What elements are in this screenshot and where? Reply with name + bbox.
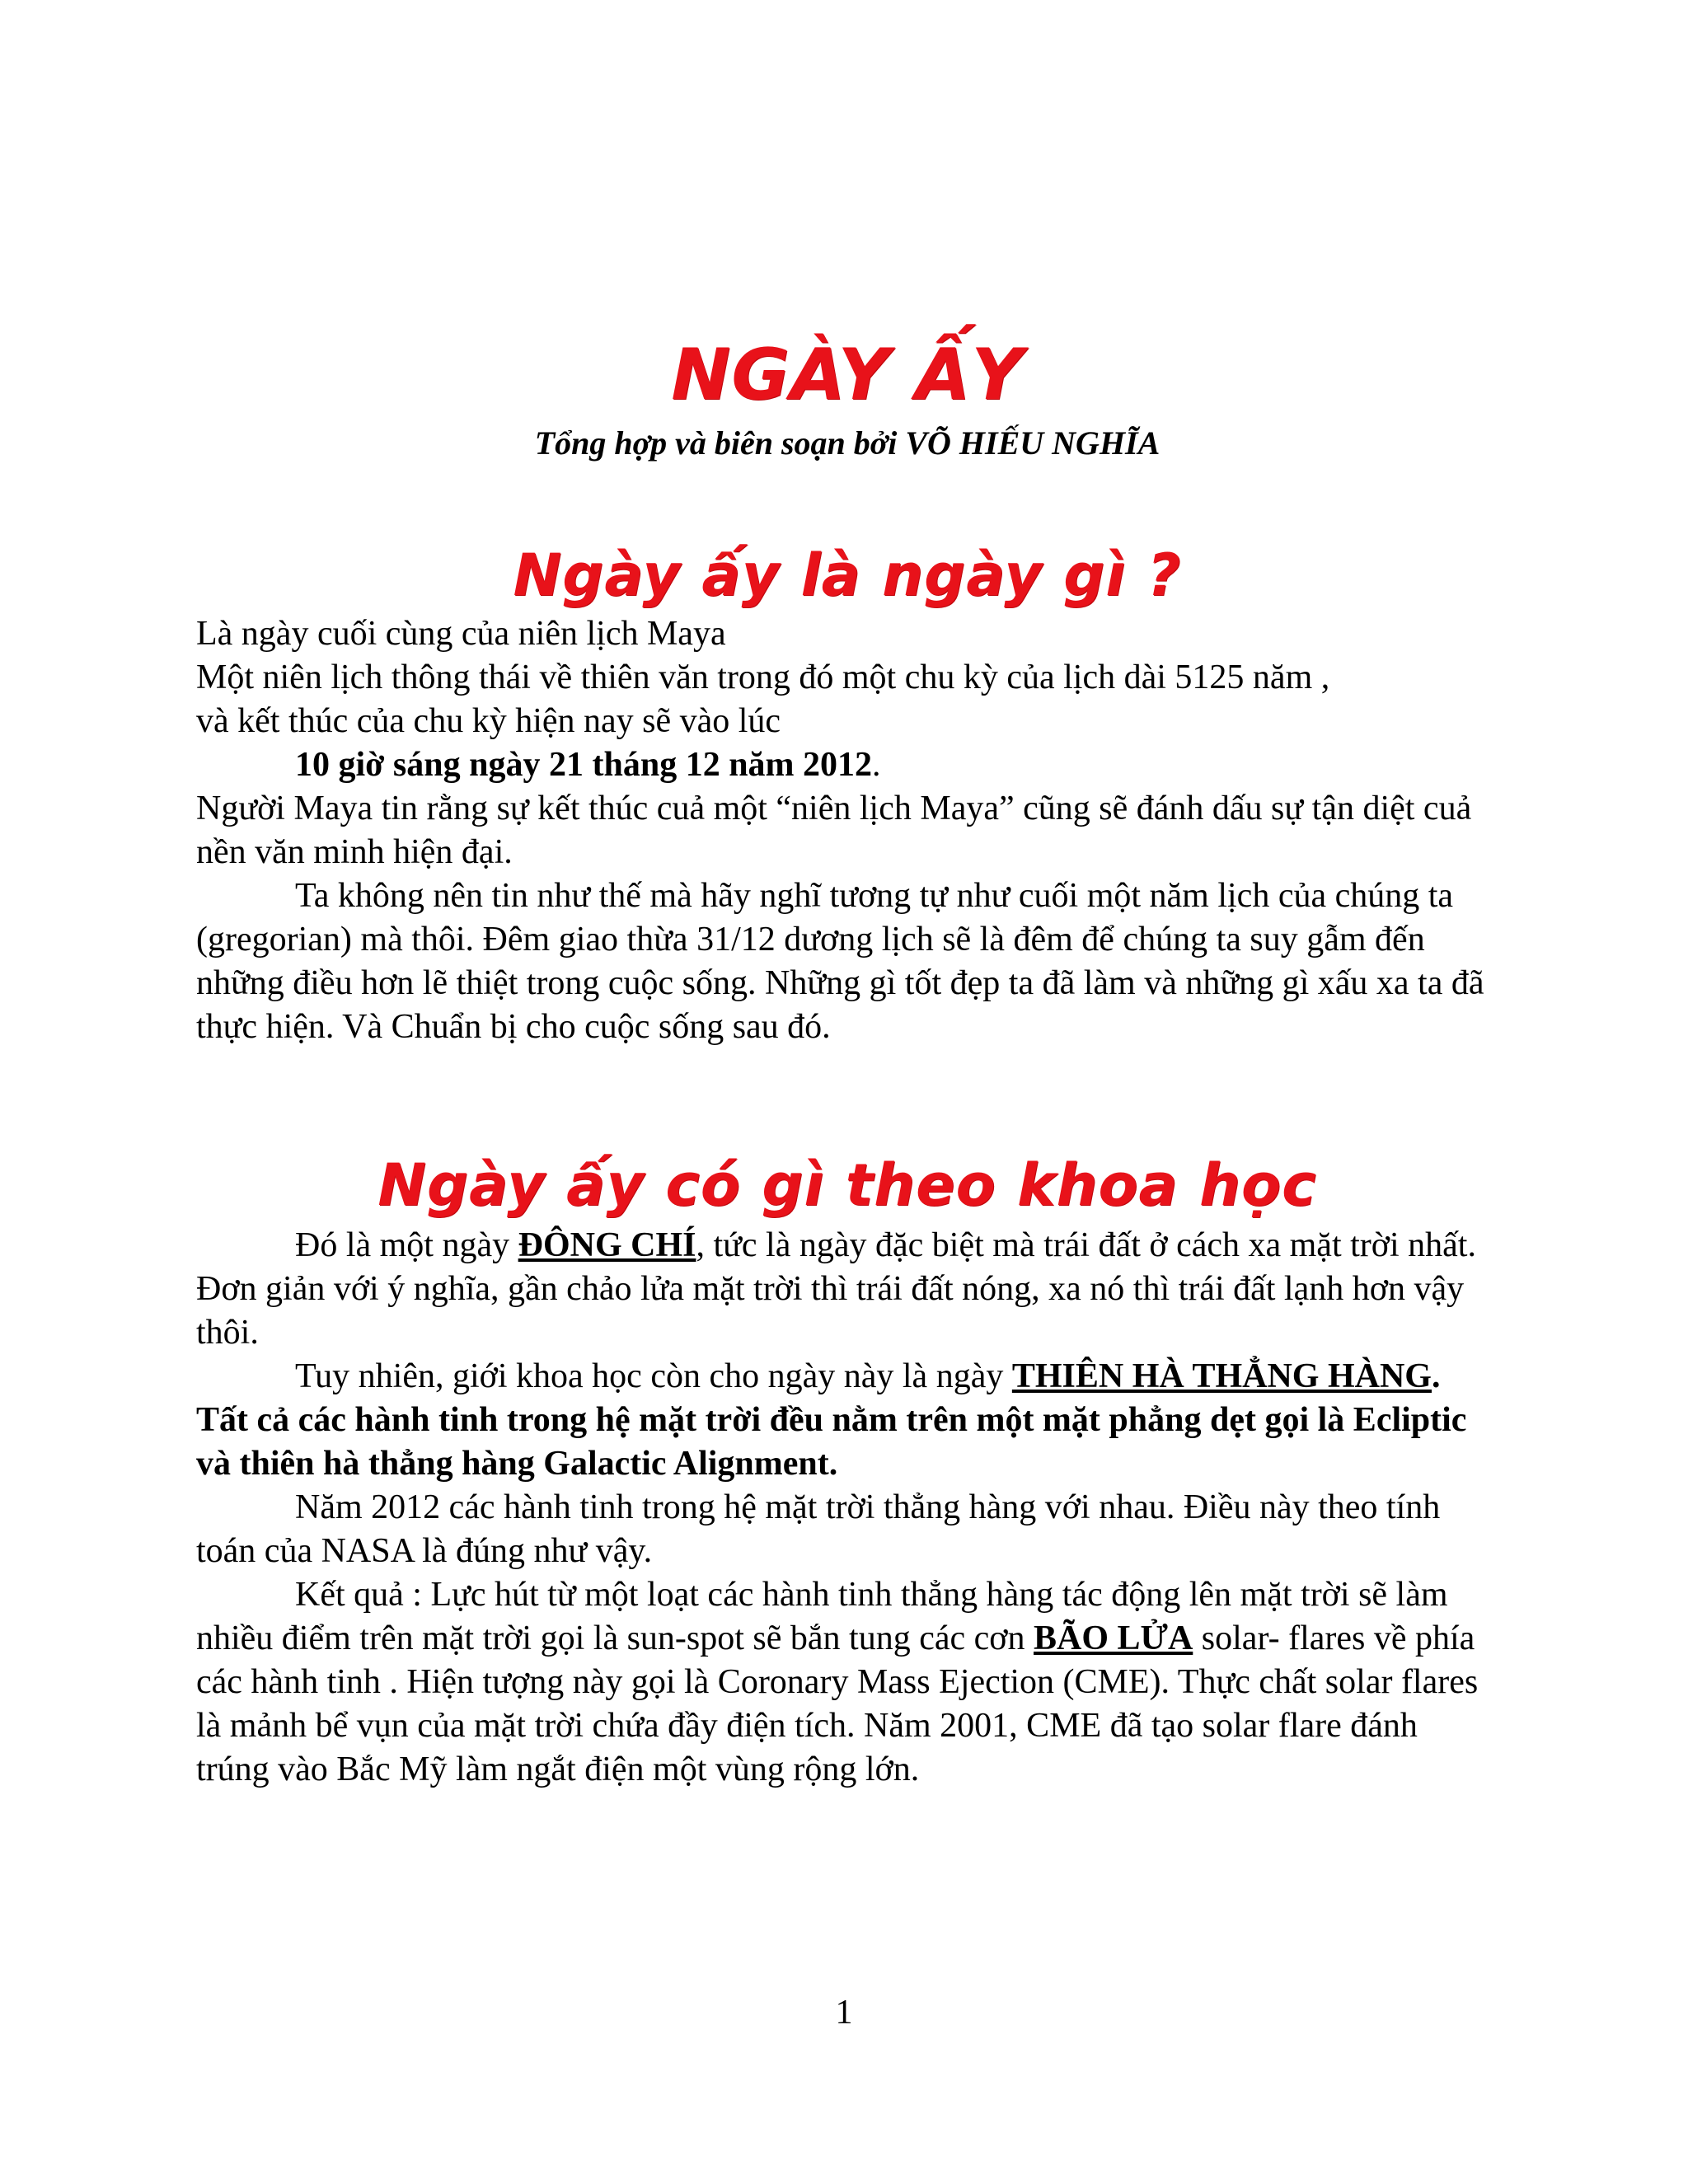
section1-date: 10 giờ sáng ngày 21 tháng 12 năm 2012	[295, 746, 873, 784]
document-title: NGÀY ẤY	[671, 334, 1024, 416]
page-number: 1	[835, 1994, 853, 2032]
section2-heading: Ngày ấy có gì theo khoa học	[377, 1151, 1317, 1219]
section1-date-end: .	[872, 746, 881, 784]
section2-p1-b: ĐÔNG CHÍ	[518, 1226, 696, 1264]
section2-para1	[196, 1224, 1498, 1355]
section2-para3: Năm 2012 các hành tinh trong hệ mặt trời thẳng hàng với nhau. Điều này theo tính toán của NASA là đúng như vậy.	[196, 1488, 1441, 1570]
section1-line2: Một niên lịch thông thái về thiên văn trong đó một chu kỳ của lịch dài 5125 năm ,	[196, 658, 1330, 696]
document-subtitle: Tổng hợp và biên soạn bởi VÕ HIẾU NGHĨA	[534, 424, 1160, 462]
section2-p2-a: Tuy nhiên, giới khoa học còn cho ngày này là ngày	[295, 1357, 1012, 1395]
section1-line3: và kết thúc của chu kỳ hiện nay sẽ vào lúc	[196, 702, 781, 740]
section2-p1-c: , tức là ngày đặc biệt mà trái đất ở cách xa mặt trời nhất. Đơn giản với ý nghĩa, gần chảo lửa mặt trời thì trái đất nóng, xa nó thì trái đất lạnh hơn vậy thôi.	[196, 1226, 1476, 1352]
section1-heading: Ngày ấy là ngày gì ?	[513, 541, 1182, 609]
section2-p2-b: THIÊN HÀ THẲNG HÀNG	[1011, 1357, 1432, 1395]
section2-p2-c: . Tất cả các hành tinh trong hệ mặt trời đều nằm trên một mặt phẳng dẹt gọi là Ecliptic và thiên hà thẳng hàng Galactic Alignment.	[196, 1357, 1467, 1483]
section2-p4-b: BÃO LỬA	[1034, 1619, 1193, 1657]
section2-para2	[196, 1355, 1498, 1486]
section1-line1: Là ngày cuối cùng của niên lịch Maya	[196, 615, 726, 653]
section2-p1-a: Đó là một ngày	[295, 1226, 518, 1264]
section2-p4-c: solar- flares về phía các hành tinh . Hiện tượng này gọi là Coronary Mass Ejection (CME). Thực chất solar flares là mảnh bể vụn của mặt trời chứa đầy điện tích. Năm 2001, CME đã tạo solar flare đánh trúng vào Bắc Mỹ làm ngắt điện một vùng rộng lớn.	[196, 1619, 1479, 1788]
section1-para2: Ta không nên tin như thế mà hãy nghĩ tương tự như cuối một năm lịch của chúng ta (gregorian) mà thôi. Đêm giao thừa 31/12 dương lịch sẽ là đêm để chúng ta suy gẫm đến những điều hơn lẽ thiệt trong cuộc sống. Những gì tốt đẹp ta đã làm và những gì xấu xa ta đã thực hiện. Và Chuẩn bị cho cuộc sống sau đó.	[196, 877, 1484, 1046]
section2-para4	[196, 1573, 1498, 1792]
section2-p4-a: Kết quả : Lực hút từ một loạt các hành tinh thẳng hàng tác động lên mặt trời sẽ làm nhiều điểm trên mặt trời gọi là sun-spot sẽ bắn tung các cơn	[196, 1576, 1448, 1657]
document-content	[196, 334, 1498, 1792]
section1-date-line	[196, 743, 1498, 787]
section1-para1: Người Maya tin rằng sự kết thúc cuả một “niên lịch Maya” cũng sẽ đánh dấu sự tận diệt cuả nền văn minh hiện đại.	[196, 790, 1472, 871]
